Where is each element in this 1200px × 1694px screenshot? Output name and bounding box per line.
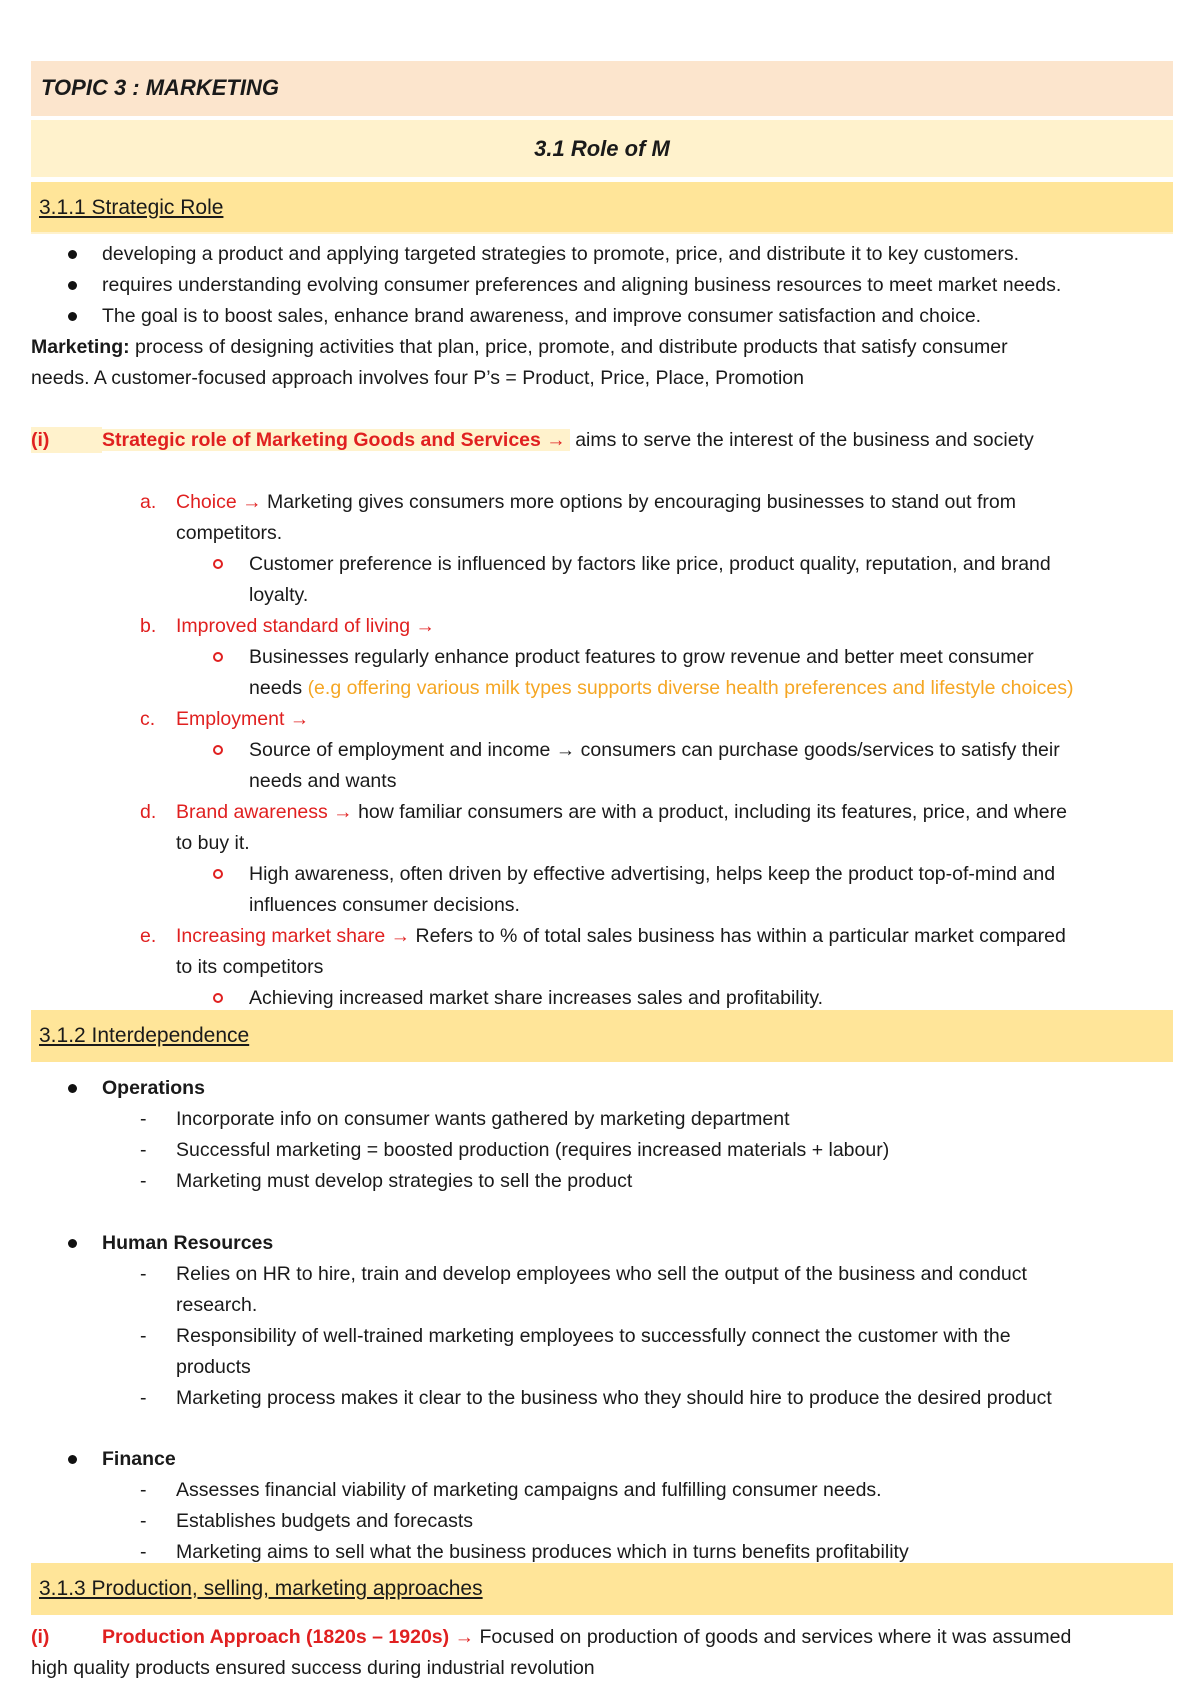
group-line: Responsibility of well-trained marketing employees to successfully connect the customer with the bbox=[176, 1325, 1011, 1347]
group-line-cont: research. bbox=[176, 1294, 258, 1316]
group-line: Successful marketing = boosted production (requires increased materials + labour) bbox=[176, 1139, 890, 1161]
group-title-operations: Operations bbox=[102, 1077, 205, 1099]
group-line: Assesses financial viability of marketing campaigns and fulfilling consumer needs. bbox=[176, 1479, 882, 1501]
item-letter: e. bbox=[140, 925, 157, 947]
production-approach: (i) Production Approach (1820s – 1920s) → Focused on production of goods and services where it was assumed bbox=[31, 1626, 1072, 1648]
example-text: (e.g offering various milk types supports diverse health preferences and lifestyle choices) bbox=[307, 677, 1074, 699]
sub-point: Customer preference is influenced by factors like price, product quality, reputation, and brand bbox=[249, 553, 1051, 575]
circle-bullet-icon bbox=[213, 652, 223, 662]
bullet-text: requires understanding evolving consumer preferences and aligning business resources to meet market needs. bbox=[102, 274, 1062, 296]
heading-rest: aims to serve the interest of the business and society bbox=[569, 429, 1034, 451]
sub-point: High awareness, often driven by effective advertising, helps keep the product top-of-mind and bbox=[249, 863, 1056, 885]
group-title-human-resources: Human Resources bbox=[102, 1232, 274, 1254]
strategic-role-heading bbox=[31, 427, 1034, 453]
item-brand-awareness-cont: to buy it. bbox=[176, 832, 250, 854]
item-brand-awareness: Brand awareness → how familiar consumers are with a product, including its features, price, and where bbox=[176, 801, 1067, 823]
group-title-finance: Finance bbox=[102, 1448, 176, 1470]
sub-point: Source of employment and income → consumers can purchase goods/services to satisfy their bbox=[249, 739, 1060, 761]
section-approaches bbox=[31, 1563, 1173, 1615]
sub-point-cont: influences consumer decisions. bbox=[249, 894, 520, 916]
item-choice-cont: competitors. bbox=[176, 522, 283, 544]
dash-icon: - bbox=[140, 1263, 147, 1285]
bullet-icon bbox=[68, 281, 77, 290]
section-interdependence bbox=[31, 1010, 1173, 1062]
group-line-cont: products bbox=[176, 1356, 251, 1378]
marketing-definition: Marketing: process of designing activities that plan, price, promote, and distribute products that satisfy consumer bbox=[31, 336, 1008, 358]
group-line: Marketing aims to sell what the business produces which in turns benefits profitability bbox=[176, 1541, 909, 1563]
circle-bullet-icon bbox=[213, 745, 223, 755]
sub-point: Businesses regularly enhance product features to grow revenue and better meet consumer bbox=[249, 646, 1034, 668]
item-letter: b. bbox=[140, 615, 157, 637]
section-strategic-role bbox=[31, 182, 1173, 234]
group-line: Establishes budgets and forecasts bbox=[176, 1510, 474, 1532]
group-line: Marketing process makes it clear to the business who they should hire to produce the desired product bbox=[176, 1387, 1052, 1409]
production-approach-cont: high quality products ensured success during industrial revolution bbox=[31, 1657, 595, 1679]
approach-number: (i) bbox=[31, 1626, 50, 1648]
item-choice: Choice → Marketing gives consumers more options by encouraging businesses to stand out from bbox=[176, 491, 1017, 513]
dash-icon: - bbox=[140, 1139, 147, 1161]
topic-title: TOPIC 3 : MARKETING bbox=[41, 75, 279, 100]
item-standard-of-living: Improved standard of living → bbox=[176, 615, 436, 637]
circle-bullet-icon bbox=[213, 869, 223, 879]
section-title: 3.1.1 Strategic Role bbox=[39, 196, 224, 219]
dash-icon: - bbox=[140, 1387, 147, 1409]
dash-icon: - bbox=[140, 1541, 147, 1563]
section-title: 3.1.3 Production, selling, marketing approaches bbox=[39, 1577, 483, 1600]
sub-point-cont: needs and wants bbox=[249, 770, 397, 792]
bullet-text: developing a product and applying targeted strategies to promote, price, and distribute it to key customers. bbox=[102, 243, 1020, 265]
group-line: Relies on HR to hire, train and develop employees who sell the output of the business and conduct bbox=[176, 1263, 1027, 1285]
item-market-share: Increasing market share → Refers to % of total sales business has within a particular market compared bbox=[176, 925, 1066, 947]
dash-icon: - bbox=[140, 1325, 147, 1347]
role-title: 3.1 Role of M bbox=[534, 136, 670, 161]
bullet-icon bbox=[68, 312, 77, 321]
group-line: Incorporate info on consumer wants gathered by marketing department bbox=[176, 1108, 790, 1130]
sub-point: Achieving increased market share increases sales and profitability. bbox=[249, 987, 824, 1009]
sub-point-cont: needs (e.g offering various milk types supports diverse health preferences and lifestyle choices) bbox=[249, 677, 1074, 699]
dash-icon: - bbox=[140, 1479, 147, 1501]
topic-header bbox=[31, 61, 1173, 116]
item-letter: a. bbox=[140, 491, 157, 513]
bullet-text: The goal is to boost sales, enhance brand awareness, and improve consumer satisfaction and choice. bbox=[102, 305, 982, 327]
bullet-icon bbox=[68, 1455, 77, 1464]
group-line: Marketing must develop strategies to sell the product bbox=[176, 1170, 633, 1192]
item-employment: Employment → bbox=[176, 708, 310, 730]
marketing-definition-cont: needs. A customer-focused approach involves four P’s = Product, Price, Place, Promotion bbox=[31, 367, 805, 389]
circle-bullet-icon bbox=[213, 559, 223, 569]
bullet-icon bbox=[68, 1084, 77, 1093]
heading-number: (i) bbox=[31, 427, 102, 453]
definition-term: Marketing: bbox=[31, 336, 130, 358]
section-title: 3.1.2 Interdependence bbox=[39, 1024, 250, 1047]
bullet-icon bbox=[68, 1239, 77, 1248]
role-header bbox=[31, 120, 1173, 177]
sub-point-cont: loyalty. bbox=[249, 584, 309, 606]
item-letter: c. bbox=[140, 708, 156, 730]
heading-title: Strategic role of Marketing Goods and Services → bbox=[102, 429, 570, 451]
item-letter: d. bbox=[140, 801, 157, 823]
bullet-icon bbox=[68, 250, 77, 259]
dash-icon: - bbox=[140, 1170, 147, 1192]
item-market-share-cont: to its competitors bbox=[176, 956, 324, 978]
circle-bullet-icon bbox=[213, 993, 223, 1003]
dash-icon: - bbox=[140, 1510, 147, 1532]
approach-title: Production Approach (1820s – 1920s) bbox=[102, 1626, 450, 1648]
dash-icon: - bbox=[140, 1108, 147, 1130]
